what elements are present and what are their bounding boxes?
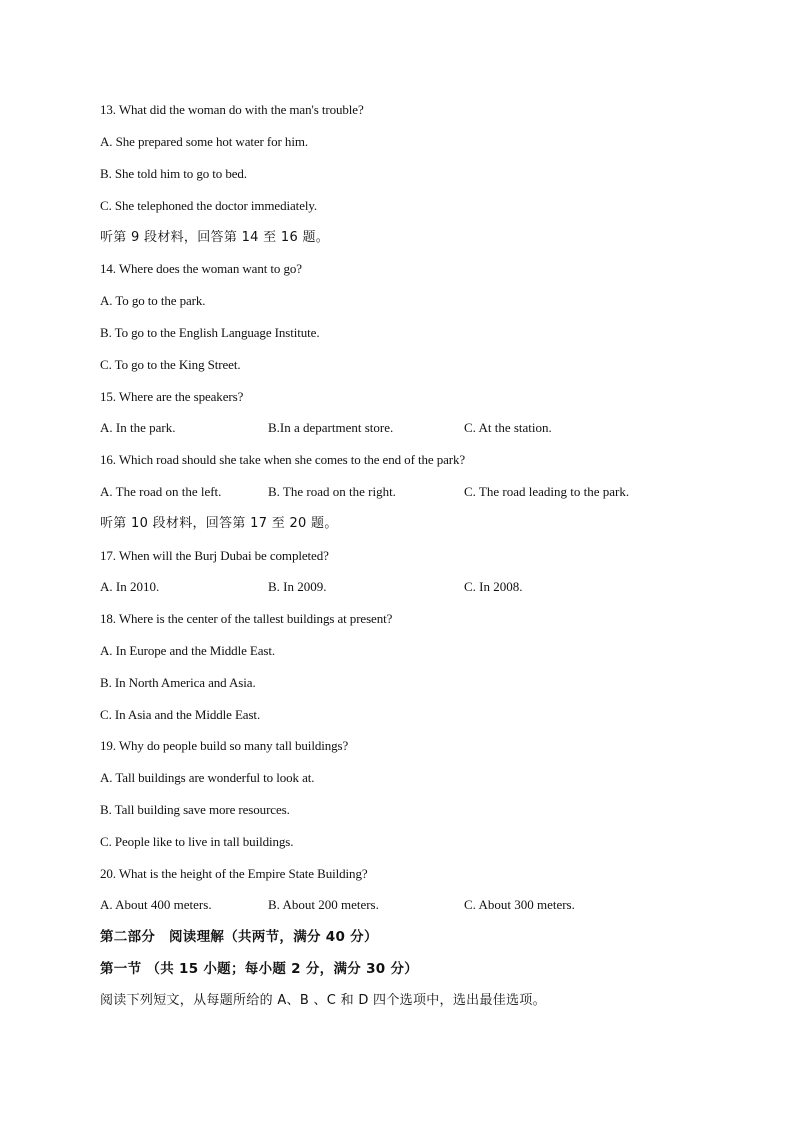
question-18-option-b: B. In North America and Asia.	[100, 675, 256, 690]
question-17-option-a: A. In 2010.	[100, 579, 160, 594]
question-17: 17. When will the Burj Dubai be completed?	[100, 548, 329, 563]
question-19: 19. Why do people build so many tall buildings?	[100, 738, 349, 753]
reading-instructions: 阅读下列短文，从每题所给的 A、B 、C 和 D 四个选项中，选出最佳选项。	[100, 993, 546, 1008]
question-16-option-c: C. The road leading to the park.	[464, 484, 630, 499]
question-19-option-c: C. People like to live in tall buildings.	[100, 834, 294, 849]
question-13-option-b: B. She told him to go to bed.	[100, 166, 247, 181]
question-15-option-b: B.In a department store.	[268, 420, 394, 435]
question-20: 20. What is the height of the Empire State Building?	[100, 866, 368, 881]
question-14: 14. Where does the woman want to go?	[100, 261, 302, 276]
question-20-option-b: B. About 200 meters.	[268, 897, 379, 912]
question-18: 18. Where is the center of the tallest buildings at present?	[100, 611, 393, 626]
question-15: 15. Where are the speakers?	[100, 389, 244, 404]
question-18-option-a: A. In Europe and the Middle East.	[100, 643, 276, 658]
part-2-heading: 第二部分 阅读理解（共两节，满分 40 分）	[100, 929, 378, 945]
question-18-option-c: C. In Asia and the Middle East.	[100, 707, 261, 722]
question-15-option-a: A. In the park.	[100, 420, 176, 435]
question-17-option-b: B. In 2009.	[268, 579, 327, 594]
question-14-option-c: C. To go to the King Street.	[100, 357, 241, 372]
question-20-option-c: C. About 300 meters.	[464, 897, 575, 912]
question-13: 13. What did the woman do with the man's trouble?	[100, 102, 364, 117]
question-19-option-b: B. Tall building save more resources.	[100, 802, 290, 817]
section-10-instruction: 听第 10 段材料，回答第 17 至 20 题。	[100, 516, 338, 531]
question-19-option-a: A. Tall buildings are wonderful to look at.	[100, 770, 315, 785]
question-16-option-b: B. The road on the right.	[268, 484, 396, 499]
question-13-option-a: A. She prepared some hot water for him.	[100, 134, 309, 149]
question-16: 16. Which road should she take when she comes to the end of the park?	[100, 452, 466, 467]
question-16-option-a: A. The road on the left.	[100, 484, 222, 499]
question-14-option-b: B. To go to the English Language Institute.	[100, 325, 320, 340]
section-1-heading: 第一节 （共 15 小题；每小题 2 分，满分 30 分）	[100, 961, 419, 977]
question-17-option-c: C. In 2008.	[464, 579, 523, 594]
section-9-instruction: 听第 9 段材料，回答第 14 至 16 题。	[100, 230, 330, 245]
question-20-option-a: A. About 400 meters.	[100, 897, 212, 912]
question-14-option-a: A. To go to the park.	[100, 293, 206, 308]
question-15-option-c: C. At the station.	[464, 420, 552, 435]
question-13-option-c: C. She telephoned the doctor immediately.	[100, 198, 318, 213]
